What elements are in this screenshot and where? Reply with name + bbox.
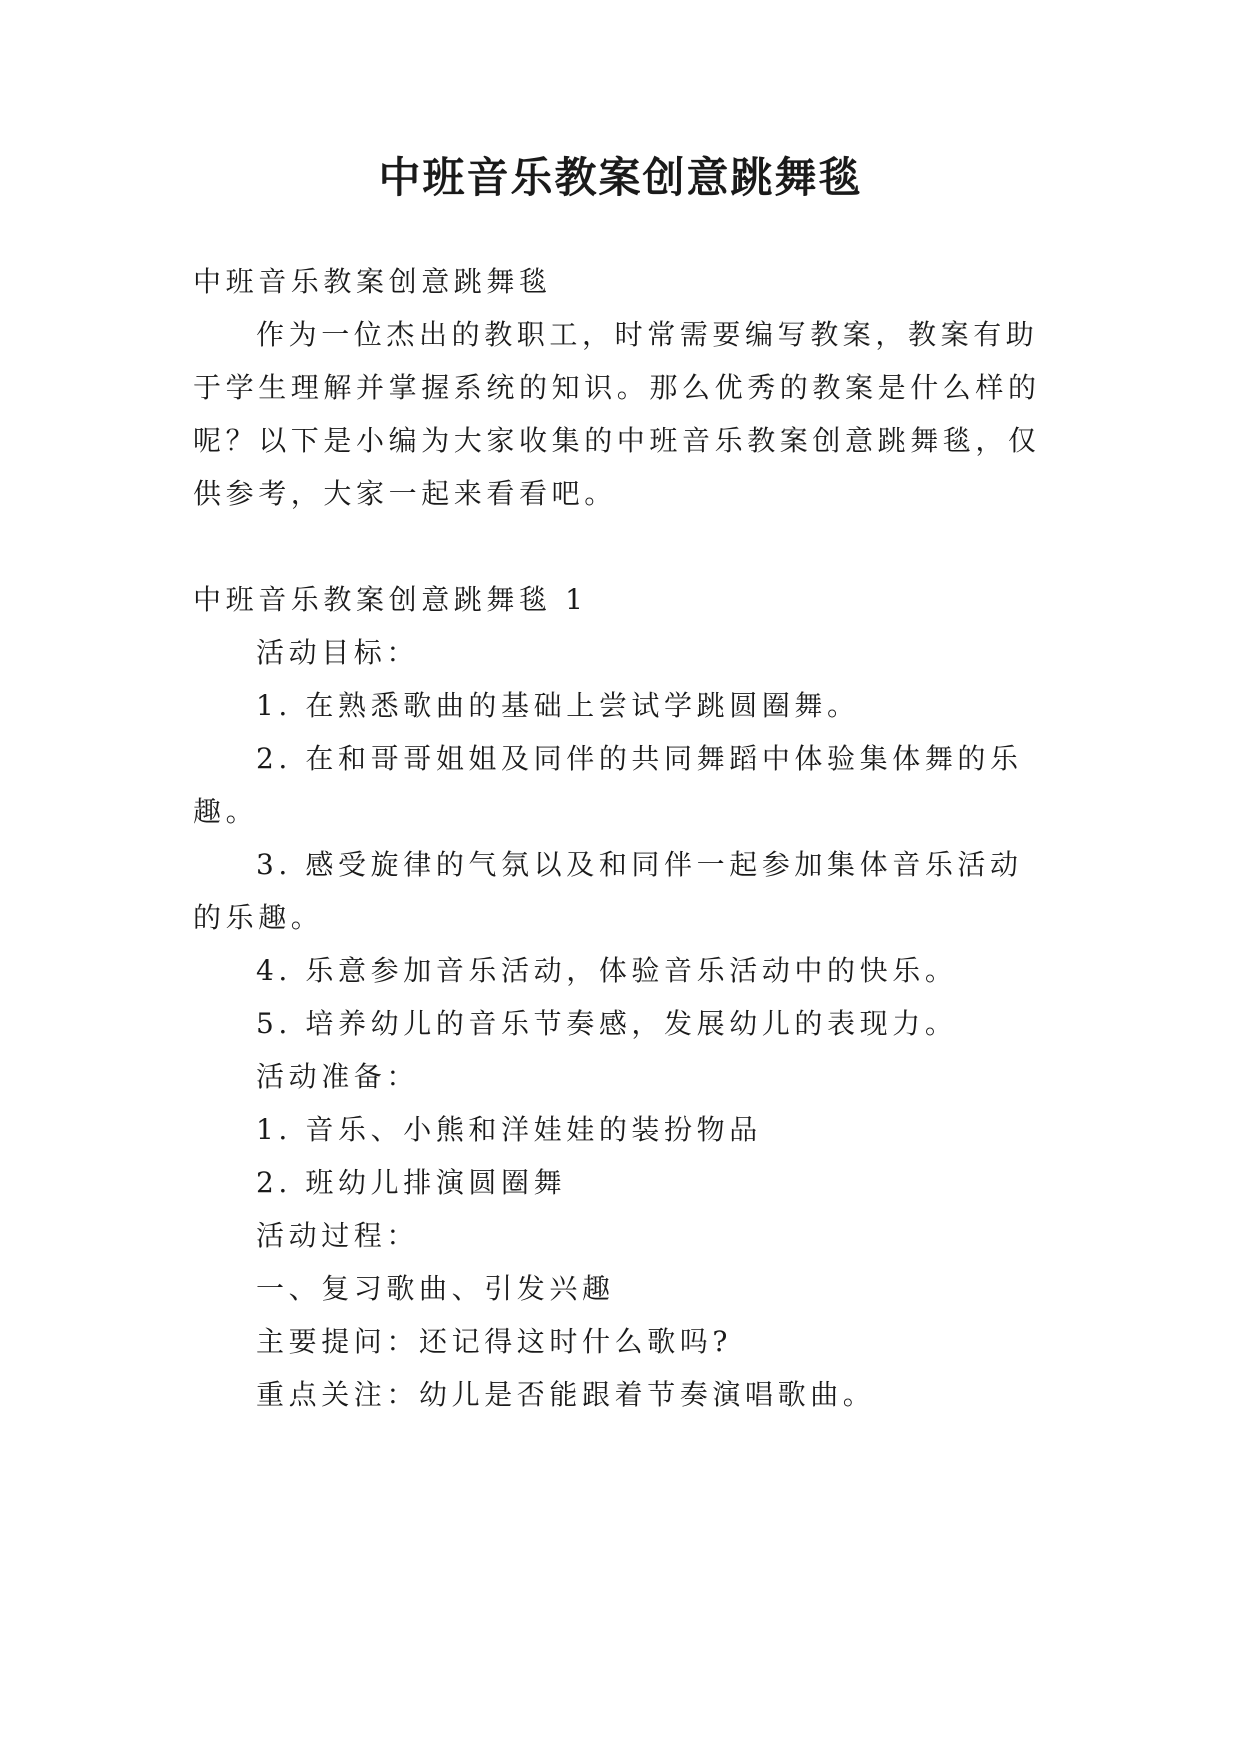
document-title: 中班音乐教案创意跳舞毯: [378, 153, 863, 202]
intro-paragraph-line: 于学生理解并掌握系统的知识。那么优秀的教案是什么样的: [193, 371, 1041, 404]
goal-item: 3. 感受旋律的气氛以及和同伴一起参加集体音乐活动: [256, 848, 1023, 881]
prep-item: 1. 音乐、小熊和洋娃娃的装扮物品: [256, 1113, 762, 1146]
process-heading: 活动过程：: [256, 1219, 420, 1252]
goal-item: 1. 在熟悉歌曲的基础上尝试学跳圆圈舞。: [256, 689, 860, 722]
goal-item: 4. 乐意参加音乐活动，体验音乐活动中的快乐。: [256, 954, 958, 987]
goals-heading: 活动目标：: [256, 636, 420, 669]
goal-item: 2. 在和哥哥姐姐及同伴的共同舞蹈中体验集体舞的乐: [256, 742, 1023, 775]
intro-paragraph-line: 作为一位杰出的教职工，时常需要编写教案，教案有助: [256, 318, 1039, 351]
goal-item-continuation: 趣。: [193, 795, 259, 828]
goal-item-continuation: 的乐趣。: [193, 901, 324, 934]
prep-item: 2. 班幼儿排演圆圈舞: [256, 1166, 567, 1199]
prep-heading: 活动准备：: [256, 1060, 420, 1093]
section-heading: 中班音乐教案创意跳舞毯 1: [193, 583, 588, 616]
process-step: 一、复习歌曲、引发兴趣: [256, 1272, 615, 1305]
key-focus: 重点关注：幼儿是否能跟着节奏演唱歌曲。: [256, 1378, 876, 1411]
goal-item: 5. 培养幼儿的音乐节奏感，发展幼儿的表现力。: [256, 1007, 958, 1040]
intro-paragraph-line: 供参考，大家一起来看看吧。: [193, 477, 617, 510]
intro-paragraph-line: 呢？以下是小编为大家收集的中班音乐教案创意跳舞毯，仅: [193, 424, 1041, 457]
key-question: 主要提问：还记得这时什么歌吗?: [256, 1325, 733, 1358]
document-subtitle: 中班音乐教案创意跳舞毯: [193, 265, 552, 298]
